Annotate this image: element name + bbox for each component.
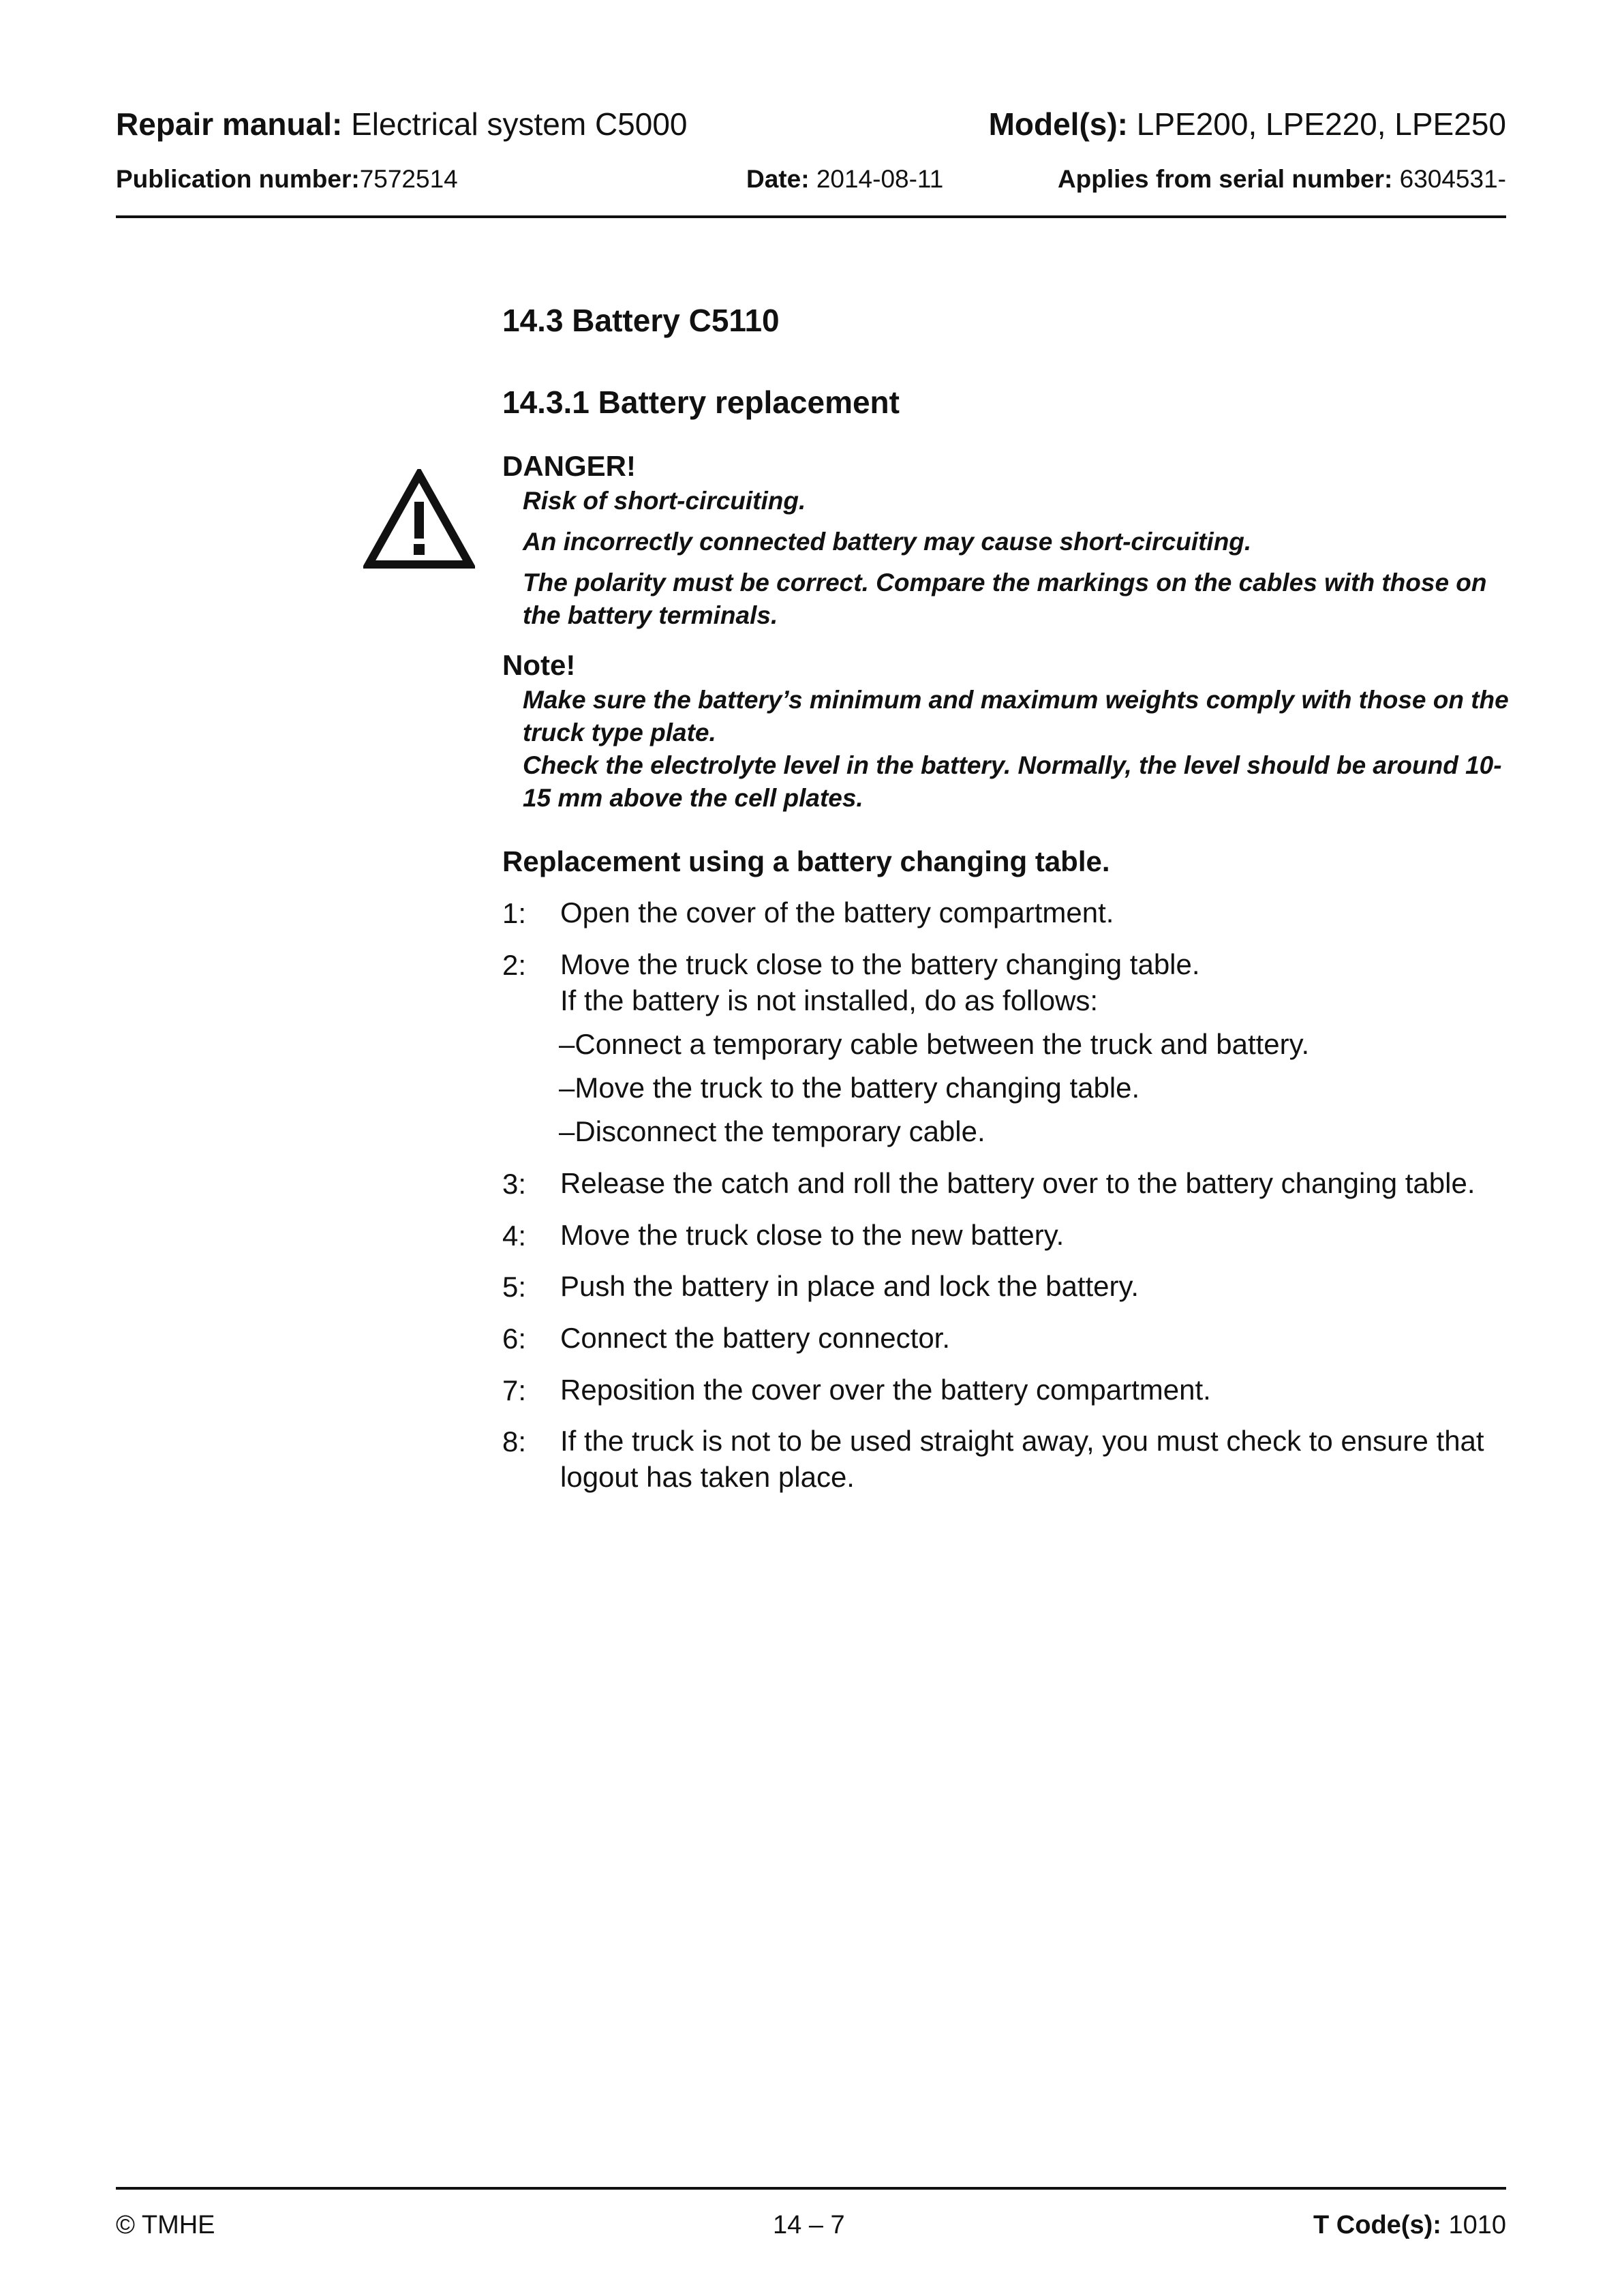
footer-rule xyxy=(116,2187,1506,2190)
footer-tcode-value: 1010 xyxy=(1448,2211,1506,2239)
warning-triangle-icon xyxy=(363,469,475,570)
dash-marker: – xyxy=(559,1072,575,1104)
sub-list-item xyxy=(559,1072,1139,1104)
header-manual-value: Electrical system C5000 xyxy=(351,106,688,142)
danger-line-3: The polarity must be correct. Compare the markings on the cables with those on the battery terminals. xyxy=(523,569,1487,629)
danger-line-2: An incorrectly connected battery may cause short-circuiting. xyxy=(523,528,1252,556)
sub-item-text: Disconnect the temporary cable. xyxy=(575,1115,985,1147)
step-text: Reposition the cover over the battery compartment. xyxy=(560,1374,1211,1406)
step-text: Move the truck close to the new battery. xyxy=(560,1219,1065,1251)
sub-list-item xyxy=(559,1028,1309,1061)
step-number: 6: xyxy=(502,1323,527,1355)
procedure-title: Replacement using a battery changing table. xyxy=(502,845,1110,877)
header-models xyxy=(989,106,1506,142)
step-text: Connect the battery connector. xyxy=(560,1322,951,1354)
header-date xyxy=(746,165,943,194)
header-publication xyxy=(116,165,458,194)
step-number: 5: xyxy=(502,1271,527,1303)
step-number: 1: xyxy=(502,897,527,929)
note-line-1: Make sure the battery’s minimum and maximum weights comply with those on the truck type plate. xyxy=(523,686,1509,746)
danger-line-1: Risk of short-circuiting. xyxy=(523,487,806,515)
dash-marker: – xyxy=(559,1028,575,1060)
header-manual xyxy=(116,106,688,142)
header-serial-label: Applies from serial number: xyxy=(1057,165,1393,193)
step-number: 3: xyxy=(502,1168,527,1200)
header-publication-value: 7572514 xyxy=(359,165,458,193)
footer-tcode xyxy=(1313,2211,1506,2240)
header-publication-label: Publication number: xyxy=(116,165,360,193)
step-text: Push the battery in place and lock the battery. xyxy=(560,1270,1139,1302)
header-serial xyxy=(1058,165,1506,194)
step-number: 7: xyxy=(502,1374,527,1406)
note-label: Note! xyxy=(502,649,576,681)
header-date-label: Date: xyxy=(746,165,810,193)
sub-list-item xyxy=(559,1115,985,1148)
step-number: 4: xyxy=(502,1220,527,1252)
step-text: Move the truck close to the battery changing table. xyxy=(560,948,1200,980)
danger-label: DANGER! xyxy=(502,450,636,482)
header-models-label: Model(s): xyxy=(988,106,1128,142)
step-text-extra: If the battery is not installed, do as follows: xyxy=(560,984,1099,1016)
step-text: If the truck is not to be used straight away, you must check to ensure that logout has taken place. xyxy=(560,1425,1484,1493)
footer-page-number: 14 – 7 xyxy=(773,2211,845,2239)
footer-copyright: © TMHE xyxy=(116,2211,215,2239)
dash-marker: – xyxy=(559,1115,575,1147)
subsection-title: 14.3.1 Battery replacement xyxy=(502,384,900,420)
header-models-value: LPE200, LPE220, LPE250 xyxy=(1136,106,1506,142)
footer-tcode-label: T Code(s): xyxy=(1313,2211,1441,2239)
header-serial-value: 6304531- xyxy=(1399,165,1506,193)
header-date-value: 2014-08-11 xyxy=(816,165,944,193)
sub-item-text: Move the truck to the battery changing table. xyxy=(575,1072,1140,1104)
note-line-2: Check the electrolyte level in the battery. Normally, the level should be around 10-15 mm above the cell plates. xyxy=(523,751,1502,812)
sub-item-text: Connect a temporary cable between the truck and battery. xyxy=(575,1028,1310,1060)
step-number: 2: xyxy=(502,949,527,981)
header-manual-label: Repair manual: xyxy=(116,106,343,142)
step-text: Release the catch and roll the battery over to the battery changing table. xyxy=(560,1167,1475,1199)
header-rule xyxy=(116,215,1506,218)
step-text: Open the cover of the battery compartment. xyxy=(560,896,1114,928)
section-title: 14.3 Battery C5110 xyxy=(502,303,780,338)
step-number: 8: xyxy=(502,1425,527,1457)
